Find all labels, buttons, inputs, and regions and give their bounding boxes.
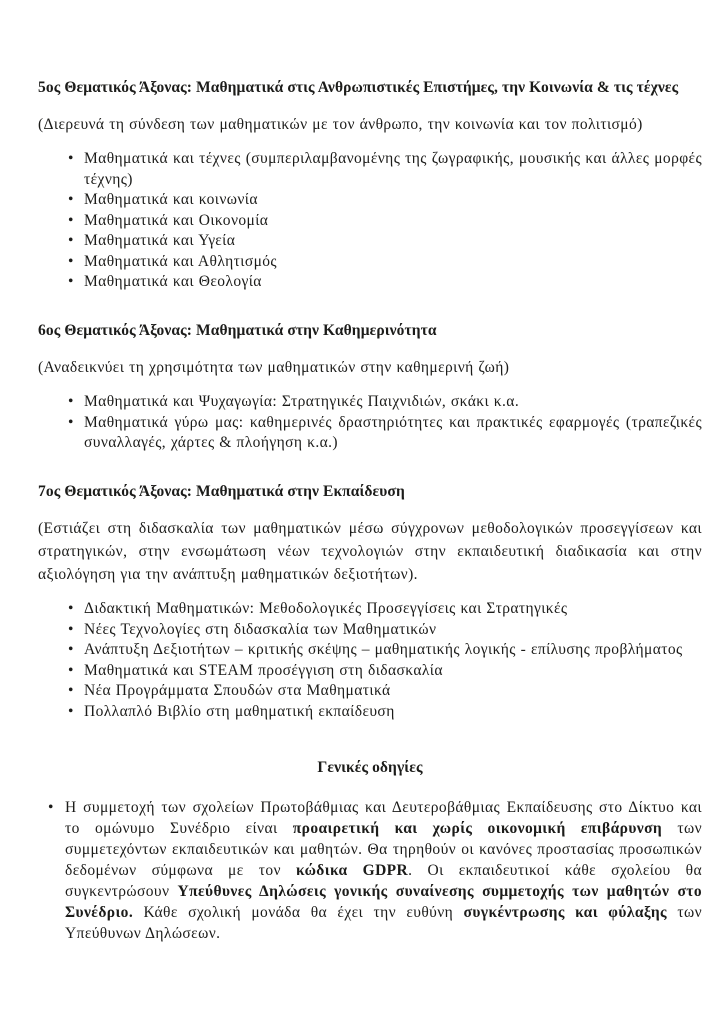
thematic-axis-section <box>38 318 702 454</box>
list-item: • Πολλαπλό Βιβλίο στη μαθηματική εκπαίδευση <box>84 702 702 723</box>
list-item: • Μαθηματικά και STEAM προσέγγιση στη διδασκαλία <box>84 661 702 682</box>
section-heading: 7ος Θεματικός Άξονας: Μαθηματικά στην Εκπαίδευση <box>38 482 405 500</box>
bold-text-run: προαιρετική και χωρίς οικονομική επιβάρυνση <box>292 820 663 838</box>
list-item: • Ανάπτυξη Δεξιοτήτων – κριτικής σκέψης – μαθηματικής λογικής - επίλυσης προβλήματος <box>84 640 702 661</box>
text-run: των Υπεύθυνων Δηλώσεων. <box>65 904 703 943</box>
general-instructions-list <box>38 797 702 944</box>
list-item: • Μαθηματικά και Αθλητισμός <box>84 252 702 273</box>
thematic-axis-section <box>38 479 702 723</box>
list-item: • Μαθηματικά και Ψυχαγωγία: Στρατηγικές Παιχνιδιών, σκάκι κ.α. <box>84 392 702 413</box>
section-heading: 5ος Θεματικός Άξονας: Μαθηματικά στις Ανθρωπιστικές Επιστήμες, την Κοινωνία & τις τέχνες <box>38 79 679 96</box>
list-item: • Νέα Προγράμματα Σπουδών στα Μαθηματικά <box>84 681 702 702</box>
list-item: • Μαθηματικά και Θεολογία <box>84 272 702 293</box>
text-run: . Οι εκπαιδευτικοί κάθε σχολείου θα συγκεντρώσουν <box>65 862 702 901</box>
list-item: • Μαθηματικά και Οικονομία <box>84 211 702 232</box>
bullet-list <box>38 149 702 293</box>
list-item: • Διδακτική Μαθηματικών: Μεθοδολογικές Προσεγγίσεις και Στρατηγικές <box>84 599 702 620</box>
section-description: (Αναδεικνύει τη χρησιμότητα των μαθηματικών στην καθημερινή ζωή) <box>38 358 510 376</box>
bullet-list <box>38 599 702 722</box>
bold-text-run: συγκέντρωσης και φύλαξης <box>463 904 667 922</box>
list-item: • Μαθηματικά γύρω μας: καθημερινές δραστηριότητες και πρακτικές εφαρμογές (τραπεζικές συναλλαγές, χάρτες & πλοήγηση κ.α.) <box>84 413 702 454</box>
rich-list-item <box>65 797 702 944</box>
thematic-axes-container <box>38 75 702 722</box>
section-description: (Εστιάζει στη διδασκαλία των μαθηματικών μέσω σύγχρονων μεθοδολογικών προσεγγίσεων και στρατηγικών, στην ενσωμάτωση νέων τεχνολογιών στην εκπαιδευτική διαδικασία και στην αξιολόγηση για την ανάπτυξη μαθηματικών δεξιοτήτων). <box>38 519 702 584</box>
list-item: • Μαθηματικά και τέχνες (συμπεριλαμβανομένης της ζωγραφικής, μουσικής και άλλες μορφές τέχνης) <box>84 149 702 190</box>
thematic-axis-section <box>38 75 702 293</box>
text-run: Κάθε σχολική μονάδα θα έχει την ευθύνη <box>133 904 464 922</box>
text-run: Η συμμετοχή των σχολείων Πρωτοβάθμιας και Δευτεροβάθμιας Εκπαίδευσης στο Δίκτυο και το ομώνυμο Συνέδριο είναι <box>65 799 702 838</box>
bold-text-run: κώδικα GDPR <box>296 862 409 880</box>
list-item: • Μαθηματικά και Υγεία <box>84 231 702 252</box>
text-run: των συμμετεχόντων εκπαιδευτικών και μαθητών. Θα τηρηθούν οι κανόνες προστασίας προσωπικών δεδομένων σύμφωνα με τον <box>65 820 702 880</box>
general-instructions-heading: Γενικές οδηγίες <box>317 759 423 777</box>
list-item: • Νέες Τεχνολογίες στη διδασκαλία των Μαθηματικών <box>84 620 702 641</box>
bold-text-run: Υπεύθυνες Δηλώσεις γονικής συναίνεσης συμμετοχής των μαθητών στο Συνέδριο. <box>65 883 702 922</box>
section-description: (Διερευνά τη σύνδεση των μαθηματικών με τον άνθρωπο, την κοινωνία και τον πολιτισμό) <box>38 116 643 133</box>
section-heading: 6ος Θεματικός Άξονας: Μαθηματικά στην Καθημερινότητα <box>38 321 437 339</box>
bullet-list <box>38 392 702 454</box>
list-item: • Μαθηματικά και κοινωνία <box>84 190 702 211</box>
